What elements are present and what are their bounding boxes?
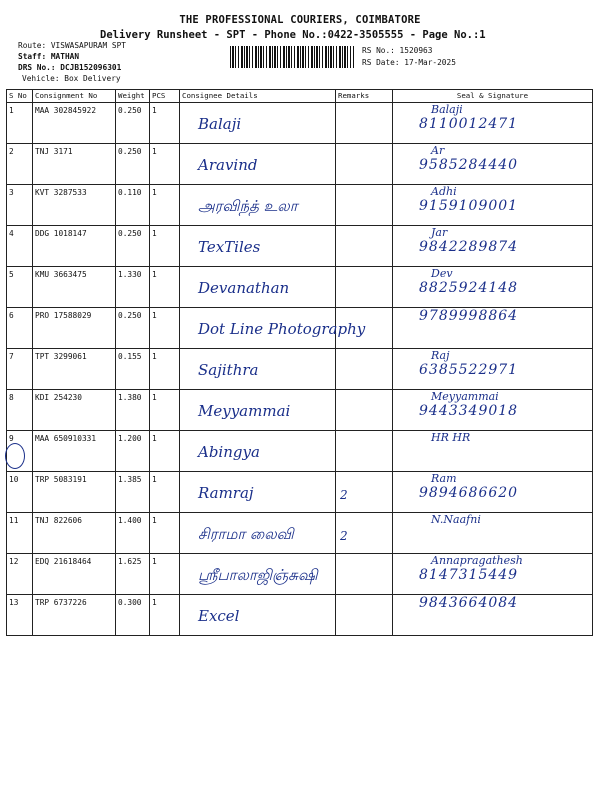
row-consignee-name: சிராமா லைவி xyxy=(198,525,294,543)
row-consignment-no: DDG 1018147 xyxy=(35,229,87,238)
row-signature: Annapragathesh xyxy=(431,554,523,567)
col-consignment: Consignment No xyxy=(33,90,116,103)
table-row xyxy=(7,103,593,144)
row-phone: 9443349018 xyxy=(419,403,519,419)
table-row xyxy=(7,472,593,513)
row-signature: Adhi xyxy=(431,185,457,198)
row-signature: Ar xyxy=(431,144,445,157)
row-consignment-no: TNJ 3171 xyxy=(35,147,73,156)
row-sno: 3 xyxy=(9,188,14,197)
row-consignment-no: PRO 17588029 xyxy=(35,311,92,320)
row-remark xyxy=(336,595,392,611)
row-signature: N.Naafni xyxy=(431,513,481,526)
row-pcs: 1 xyxy=(152,393,157,402)
row-signature: HR HR xyxy=(431,431,471,444)
col-signature: Seal & Signature xyxy=(393,90,593,103)
row-weight: 1.385 xyxy=(118,475,142,484)
table-row xyxy=(7,185,593,226)
row-consignee-name: Sajithra xyxy=(198,361,259,379)
row-weight: 1.625 xyxy=(118,557,142,566)
row-consignee-name: Abingya xyxy=(198,443,260,461)
table-row xyxy=(7,144,593,185)
row-phone: 8825924148 xyxy=(419,280,519,296)
table-row xyxy=(7,595,593,636)
row-weight: 1.380 xyxy=(118,393,142,402)
row-consignment-no: MAA 650910331 xyxy=(35,434,97,443)
row-sno: 12 xyxy=(9,557,19,566)
row-pcs: 1 xyxy=(152,147,157,156)
row-remark xyxy=(336,390,392,406)
row-sno: 4 xyxy=(9,229,14,238)
row-consignee-name: Meyyammai xyxy=(198,402,291,420)
row-weight: 1.200 xyxy=(118,434,142,443)
row-remark xyxy=(336,103,392,119)
row-pcs: 1 xyxy=(152,434,157,443)
row-consignee-name: Excel xyxy=(198,607,240,625)
row-pcs: 1 xyxy=(152,557,157,566)
col-remarks: Remarks xyxy=(336,90,393,103)
row-remark xyxy=(336,349,392,365)
table-row xyxy=(7,390,593,431)
row-phone: 9842289874 xyxy=(419,239,519,255)
row-sno: 1 xyxy=(9,106,14,115)
row-consignment-no: MAA 302845922 xyxy=(35,106,97,115)
row-pcs: 1 xyxy=(152,516,157,525)
row-phone: 9585284440 xyxy=(419,157,519,173)
handwritten-circle-mark xyxy=(5,443,25,469)
row-pcs: 1 xyxy=(152,270,157,279)
table-row xyxy=(7,431,593,472)
row-consignment-no: KVT 3287533 xyxy=(35,188,87,197)
col-weight: Weight xyxy=(116,90,150,103)
row-consignee-name: Aravind xyxy=(198,156,258,174)
row-sno: 6 xyxy=(9,311,14,320)
company-title: THE PROFESSIONAL COURIERS, COIMBATORE xyxy=(179,14,421,26)
table-row xyxy=(7,513,593,554)
row-signature: Balaji xyxy=(431,103,463,116)
row-remark xyxy=(336,431,392,447)
row-phone: 8110012471 xyxy=(419,116,519,132)
row-remark xyxy=(336,144,392,160)
row-consignment-no: KMU 3663475 xyxy=(35,270,87,279)
row-weight: 0.250 xyxy=(118,311,142,320)
vehicle-label: Vehicle: Box Delivery xyxy=(22,74,121,83)
row-pcs: 1 xyxy=(152,188,157,197)
row-sno: 13 xyxy=(9,598,19,607)
row-weight: 0.110 xyxy=(118,188,142,197)
row-signature: Jar xyxy=(431,226,448,239)
row-signature: Ram xyxy=(431,472,457,485)
row-remark: 2 xyxy=(340,529,348,543)
row-consignee-name: ஸ்ரீபாலாஜிஞ்சுஷி xyxy=(198,566,318,584)
row-consignee-name: Balaji xyxy=(198,115,242,133)
col-pcs: PCS xyxy=(150,90,180,103)
rs-number: RS No.: 1520963 xyxy=(362,46,433,55)
row-remark xyxy=(336,267,392,283)
row-remark xyxy=(336,226,392,242)
row-remark xyxy=(336,185,392,201)
table-row xyxy=(7,308,593,349)
row-consignee-name: TexTiles xyxy=(198,238,261,256)
row-weight: 1.400 xyxy=(118,516,142,525)
table-row xyxy=(7,267,593,308)
table-row xyxy=(7,349,593,390)
row-pcs: 1 xyxy=(152,311,157,320)
row-phone: 9894686620 xyxy=(419,485,519,501)
row-sno: 7 xyxy=(9,352,14,361)
row-consignee-name: Devanathan xyxy=(198,279,290,297)
row-sno: 11 xyxy=(9,516,19,525)
row-sno: 9 xyxy=(9,434,14,443)
drs-label: DRS No.: DCJB152096301 xyxy=(18,63,122,72)
row-weight: 0.155 xyxy=(118,352,142,361)
row-consignee-name: Ramraj xyxy=(198,484,254,502)
staff-label: Staff: MATHAN xyxy=(18,52,80,61)
row-consignee-name: Dot Line Photography xyxy=(198,320,366,338)
row-sno: 5 xyxy=(9,270,14,279)
table-row xyxy=(7,226,593,267)
runsheet-subtitle: Delivery Runsheet - SPT - Phone No.:0422-3505555 - Page No.:1 xyxy=(100,29,486,41)
row-phone: 8147315449 xyxy=(419,567,519,583)
row-signature: Raj xyxy=(431,349,450,362)
row-phone: 9159109001 xyxy=(419,198,519,214)
row-pcs: 1 xyxy=(152,106,157,115)
row-pcs: 1 xyxy=(152,229,157,238)
barcode xyxy=(230,46,354,68)
row-weight: 0.250 xyxy=(118,106,142,115)
row-phone: 6385522971 xyxy=(419,362,519,378)
row-remark xyxy=(336,554,392,570)
route-label: Route: VISWASAPURAM SPT xyxy=(18,41,126,50)
table-header xyxy=(7,90,593,103)
row-phone: 9789998864 xyxy=(419,308,519,324)
row-remark: 2 xyxy=(340,488,348,502)
row-consignment-no: TRP 5083191 xyxy=(35,475,87,484)
row-weight: 0.250 xyxy=(118,147,142,156)
row-pcs: 1 xyxy=(152,352,157,361)
runsheet-table xyxy=(6,89,593,636)
row-consignment-no: EDQ 21618464 xyxy=(35,557,92,566)
row-consignment-no: TPT 3299061 xyxy=(35,352,87,361)
row-consignment-no: TNJ 822606 xyxy=(35,516,82,525)
row-signature: Meyyammai xyxy=(431,390,499,403)
table-row xyxy=(7,554,593,595)
row-consignment-no: KDI 254230 xyxy=(35,393,82,402)
row-phone: 9843664084 xyxy=(419,595,519,611)
row-pcs: 1 xyxy=(152,475,157,484)
row-weight: 1.330 xyxy=(118,270,142,279)
row-sno: 8 xyxy=(9,393,14,402)
row-weight: 0.300 xyxy=(118,598,142,607)
row-signature: Dev xyxy=(431,267,453,280)
row-remark xyxy=(336,308,392,324)
col-consignee: Consignee Details xyxy=(180,90,336,103)
col-sno: S No xyxy=(7,90,33,103)
row-weight: 0.250 xyxy=(118,229,142,238)
row-consignment-no: TRP 6737226 xyxy=(35,598,87,607)
row-sno: 10 xyxy=(9,475,19,484)
rs-date: RS Date: 17-Mar-2025 xyxy=(362,58,456,67)
row-sno: 2 xyxy=(9,147,14,156)
row-consignee-name: அரவிந்த் உலா xyxy=(198,197,298,215)
row-pcs: 1 xyxy=(152,598,157,607)
